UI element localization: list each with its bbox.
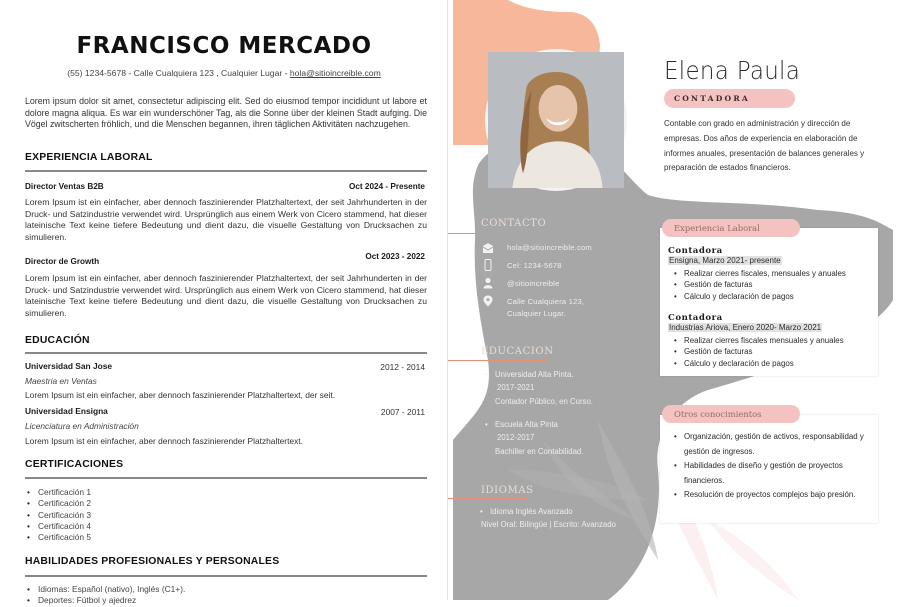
list-item: • Gestión de facturas — [684, 346, 844, 357]
education-dates: 2012 - 2014 — [380, 362, 425, 372]
job-description: Lorem Ipsum ist ein einfacher, aber dennoch faszinierender Platzhaltertext, der seit Jahrhunderten in der Druck- und Satzindustrie verwendet wird. Ursprünglich aus einem Werk von Cicero stammend, hat dieser lateinische Text keine tiefere Bedeutung und dient dazu, die visuelle Gestaltung von Drucksachen zu simulieren. — [25, 197, 427, 242]
list-item: • Deportes: Fútbol y ajedrez — [38, 595, 185, 606]
job-role-badge: CONTADORA — [664, 89, 795, 108]
resume-francisco-mercado — [0, 0, 448, 606]
languages-list — [490, 505, 573, 519]
list-item: • Gestión de facturas — [684, 279, 846, 290]
job-dates: Oct 2024 - Presente — [348, 182, 425, 191]
user-icon — [482, 277, 494, 289]
contact-phone: Cel: 1234-5678 — [507, 261, 562, 270]
profile-summary: Contable con grado en administración y dirección de empresas. Dos años de experiencia en elaboración de informes anuales, presentación de balances generales y preparación de estados financieros. — [664, 119, 865, 173]
section-heading-contact: CONTACTO — [481, 218, 547, 229]
education-school: • Escuela Alta Pinta — [495, 418, 558, 432]
list-item: • Habilidades de diseño y gestión de proyectos financieros. — [684, 459, 884, 488]
profile-photo — [485, 49, 627, 191]
language-item: • Idioma Inglés Avanzado — [490, 505, 573, 519]
contact-social[interactable]: @sitioincreible — [507, 279, 560, 288]
section-heading-skills: HABILIDADES PROFESIONALES Y PERSONALES — [25, 556, 280, 567]
education-years: 2012-2017 — [497, 433, 535, 442]
list-item: • Realizar cierres fiscales, mensuales y anuales — [684, 268, 846, 279]
section-heading-experience: EXPERIENCIA LABORAL — [25, 152, 153, 163]
education-school: • Universidad Alta Pinta. — [495, 368, 573, 382]
education-dates: 2007 - 2011 — [380, 407, 425, 417]
other-knowledge-list — [684, 430, 884, 503]
language-level: Nivel Oral: Bilingüe | Escrito: Avanzado — [481, 520, 616, 529]
section-heading-certifications: CERTIFICACIONES — [25, 459, 124, 470]
education-list — [495, 368, 573, 382]
list-item: • Resolución de proyectos complejos bajo presión. — [684, 488, 884, 503]
list-item: • Certificación 2 — [38, 498, 91, 509]
job-company-dates: Ensigna, Marzo 2021- presente — [669, 256, 781, 265]
section-divider — [448, 233, 548, 234]
list-item: • Certificación 5 — [38, 532, 91, 543]
section-heading-education: EDUCACION — [481, 346, 554, 357]
education-degree: Licenciatura en Administración — [25, 421, 139, 431]
section-divider — [25, 477, 427, 479]
job-title: Contadora — [668, 246, 723, 256]
certifications-list — [38, 487, 91, 543]
education-degree: Contador Público, en Curso. — [495, 397, 593, 406]
section-heading-languages: IDIOMAS — [481, 485, 534, 496]
list-item: • Certificación 4 — [38, 521, 91, 532]
section-divider — [25, 352, 427, 354]
candidate-name: Elena Paula — [664, 56, 801, 85]
section-divider — [448, 498, 528, 499]
mobile-phone-icon — [482, 259, 494, 271]
contact-email[interactable]: hola@sitioincreible.com — [507, 243, 592, 252]
list-item: • Cálculo y declaración de pagos — [684, 291, 846, 302]
profile-summary: Lorem ipsum dolor sit amet, consectetur adipiscing elit. Sed do eiusmod tempor incididunt ut labore et dolore magna aliqua. Es war ein wunderschöner Tag, als die Sonne über der kleinen Stadt aufging. Die Vögel zwitscherten fröhlich, und die Menschen begannen, ihren täglichen Aktivitäten nachzugehen. — [25, 96, 427, 130]
job-title: Director Ventas B2B — [25, 182, 104, 191]
contact-line — [0, 68, 448, 78]
job-title: Director de Growth — [25, 257, 100, 266]
education-description: Lorem Ipsum ist ein einfacher, aber dennoch faszinierender Platzhaltertext. — [25, 436, 303, 446]
section-heading-education: EDUCACIÓN — [25, 335, 90, 346]
section-heading-other-knowledge: Otros conocimientos — [662, 405, 800, 423]
education-list — [495, 418, 558, 432]
list-item: • Certificación 3 — [38, 510, 91, 521]
job-company-dates: Industrias Ariova, Enero 2020- Marzo 2021 — [669, 323, 822, 332]
resume-elena-paula — [448, 0, 900, 600]
envelope-icon — [482, 242, 494, 254]
education-school: Universidad San Jose — [25, 361, 113, 371]
education-school: Universidad Ensigna — [25, 406, 108, 416]
job-tasks — [684, 268, 846, 302]
list-item: • Certificación 1 — [38, 487, 91, 498]
education-description: Lorem Ipsum ist ein einfacher, aber dennoch faszinierender Platzhaltertext, der seit. — [25, 390, 336, 400]
list-item: • Realizar cierres fiscales mensuales y anuales — [684, 335, 844, 346]
list-item: • Idiomas: Español (nativo), Inglés (C1+). — [38, 584, 185, 595]
skills-list — [38, 584, 185, 607]
education-degree: Maestria en Ventas — [25, 376, 97, 386]
phone-address: (55) 1234-5678 - Calle Cualquiera 123 , Cualquier Lugar - — [67, 68, 290, 78]
job-tasks — [684, 335, 844, 369]
section-heading-experience: Experiencia Laboral — [662, 219, 800, 237]
list-item: • Organización, gestión de activos, responsabilidad y gestión de ingresos. — [684, 430, 884, 459]
education-degree: Bachiller en Contabilidad. — [495, 447, 584, 456]
job-description: Lorem Ipsum ist ein einfacher, aber dennoch faszinierender Platzhaltertext, der seit Jahrhunderten in der Druck- und Satzindustrie verwendet wird. Ursprünglich aus einem Werk von Cicero stammend, hat dieser lateinische Text keine tiefere Bedeutung und dient dazu, die visuelle Gestaltung von Drucksachen zu simulieren. — [25, 273, 427, 318]
contact-address-line1: Calle Cualquiera 123, — [507, 297, 585, 306]
list-item: • Cálculo y declaración de pagos — [684, 358, 844, 369]
job-title: Contadora — [668, 313, 723, 323]
person-portrait-icon — [488, 52, 624, 188]
section-divider — [448, 360, 548, 361]
section-divider — [25, 575, 427, 577]
candidate-name: FRANCISCO MERCADO — [76, 33, 372, 59]
location-pin-icon — [482, 295, 494, 307]
education-years: 2017-2021 — [497, 383, 535, 392]
job-dates: Oct 2023 - 2022 — [365, 252, 425, 261]
section-divider — [25, 170, 427, 172]
email-link[interactable]: hola@sitioincreible.com — [289, 68, 381, 78]
contact-address-line2: Cualquier Lugar. — [507, 309, 566, 318]
